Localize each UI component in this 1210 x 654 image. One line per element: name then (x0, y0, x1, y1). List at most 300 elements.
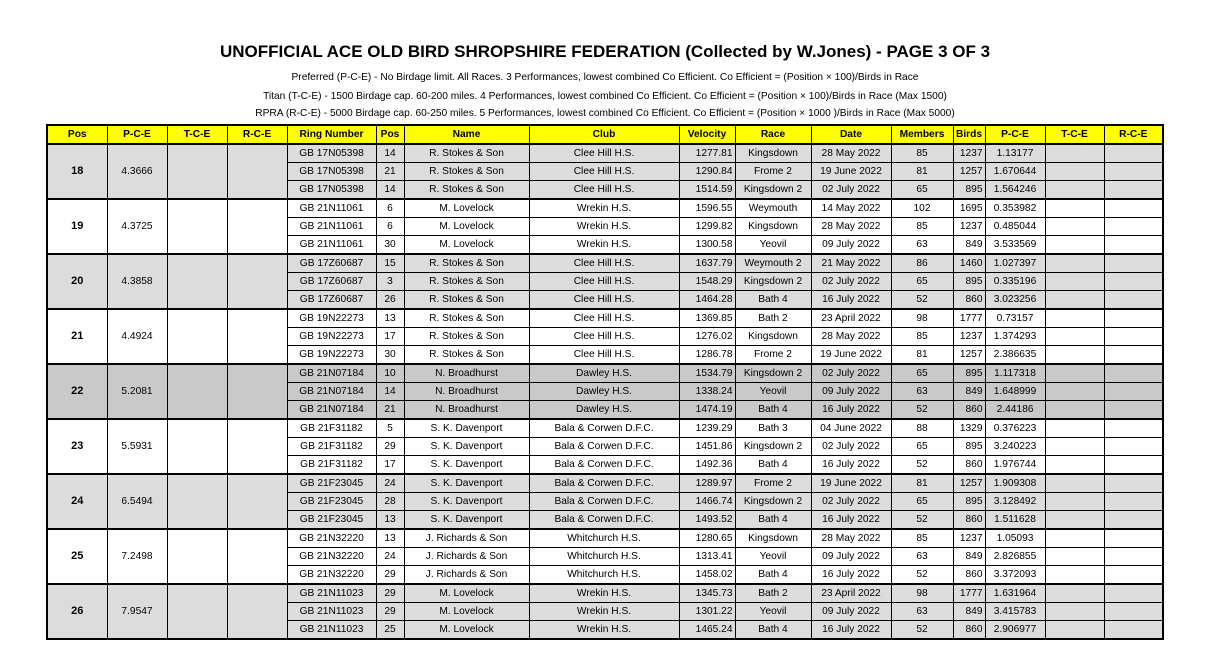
race-pos: 5 (376, 419, 404, 438)
velocity: 1492.36 (679, 456, 735, 475)
club: Dawley H.S. (529, 364, 679, 383)
overall-tce (167, 529, 227, 584)
rce (1104, 291, 1163, 310)
club: Wrekin H.S. (529, 199, 679, 218)
fancier-name: R. Stokes & Son (404, 181, 529, 200)
date: 09 July 2022 (811, 603, 891, 621)
fancier-name: S. K. Davenport (404, 511, 529, 530)
fancier-name: R. Stokes & Son (404, 291, 529, 310)
fancier-name: R. Stokes & Son (404, 144, 529, 163)
header-pos: Pos (47, 125, 107, 144)
fancier-name: S. K. Davenport (404, 493, 529, 511)
velocity: 1286.78 (679, 346, 735, 365)
club: Wrekin H.S. (529, 218, 679, 236)
club: Wrekin H.S. (529, 236, 679, 255)
rce (1104, 529, 1163, 548)
club: Clee Hill H.S. (529, 163, 679, 181)
race-pos: 24 (376, 474, 404, 493)
birds: 849 (953, 236, 985, 255)
velocity: 1277.81 (679, 144, 735, 163)
results-table (46, 124, 1164, 640)
members: 85 (891, 144, 953, 163)
rce (1104, 273, 1163, 291)
birds: 1237 (953, 218, 985, 236)
rce (1104, 493, 1163, 511)
overall-pos: 26 (47, 584, 107, 639)
velocity: 1596.55 (679, 199, 735, 218)
club: Wrekin H.S. (529, 584, 679, 603)
velocity: 1548.29 (679, 273, 735, 291)
members: 102 (891, 199, 953, 218)
club: Clee Hill H.S. (529, 291, 679, 310)
header-row-tce: T-C-E (1045, 125, 1104, 144)
date: 23 April 2022 (811, 584, 891, 603)
birds: 1237 (953, 144, 985, 163)
rce (1104, 199, 1163, 218)
birds: 860 (953, 401, 985, 420)
overall-rce (227, 254, 287, 309)
fancier-name: M. Lovelock (404, 621, 529, 640)
rce (1104, 328, 1163, 346)
ring-number: GB 21N32220 (287, 529, 376, 548)
velocity: 1300.58 (679, 236, 735, 255)
club: Wrekin H.S. (529, 621, 679, 640)
members: 65 (891, 181, 953, 200)
fancier-name: S. K. Davenport (404, 419, 529, 438)
club: Clee Hill H.S. (529, 181, 679, 200)
header-row-rce: R-C-E (1104, 125, 1163, 144)
date: 16 July 2022 (811, 456, 891, 475)
club: Clee Hill H.S. (529, 144, 679, 163)
overall-pce: 4.3725 (107, 199, 167, 254)
overall-pce: 4.4924 (107, 309, 167, 364)
ring-number: GB 21F23045 (287, 493, 376, 511)
tce (1045, 548, 1104, 566)
fancier-name: N. Broadhurst (404, 364, 529, 383)
fancier-name: N. Broadhurst (404, 401, 529, 420)
velocity: 1458.02 (679, 566, 735, 585)
overall-pos: 18 (47, 144, 107, 199)
ring-number: GB 21N11061 (287, 236, 376, 255)
velocity: 1290.84 (679, 163, 735, 181)
members: 63 (891, 603, 953, 621)
race-pos: 29 (376, 566, 404, 585)
pce: 2.826855 (985, 548, 1045, 566)
race: Kingsdown (735, 218, 811, 236)
members: 85 (891, 328, 953, 346)
ring-number: GB 21N11061 (287, 218, 376, 236)
velocity: 1534.79 (679, 364, 735, 383)
velocity: 1280.65 (679, 529, 735, 548)
race: Yeovil (735, 548, 811, 566)
club: Bala & Corwen D.F.C. (529, 474, 679, 493)
members: 88 (891, 419, 953, 438)
pce: 0.353982 (985, 199, 1045, 218)
overall-tce (167, 419, 227, 474)
overall-pos: 23 (47, 419, 107, 474)
velocity: 1239.29 (679, 419, 735, 438)
members: 65 (891, 438, 953, 456)
birds: 1257 (953, 346, 985, 365)
pce: 3.240223 (985, 438, 1045, 456)
header-row-pce: P-C-E (985, 125, 1045, 144)
tce (1045, 584, 1104, 603)
overall-tce (167, 144, 227, 199)
overall-rce (227, 529, 287, 584)
table-row (47, 584, 1163, 603)
overall-tce (167, 254, 227, 309)
rce (1104, 419, 1163, 438)
result-group (47, 254, 1163, 309)
members: 63 (891, 383, 953, 401)
fancier-name: R. Stokes & Son (404, 273, 529, 291)
rce (1104, 364, 1163, 383)
birds: 1237 (953, 529, 985, 548)
date: 04 June 2022 (811, 419, 891, 438)
race-pos: 30 (376, 236, 404, 255)
rce (1104, 163, 1163, 181)
ring-number: GB 21F31182 (287, 438, 376, 456)
rce (1104, 621, 1163, 640)
overall-rce (227, 199, 287, 254)
race-pos: 10 (376, 364, 404, 383)
table-row (47, 254, 1163, 273)
rce (1104, 401, 1163, 420)
overall-rce (227, 144, 287, 199)
result-group (47, 309, 1163, 364)
race: Kingsdown 2 (735, 438, 811, 456)
race-pos: 29 (376, 603, 404, 621)
rce (1104, 144, 1163, 163)
pce: 1.648999 (985, 383, 1045, 401)
race: Frome 2 (735, 163, 811, 181)
members: 52 (891, 621, 953, 640)
race-pos: 15 (376, 254, 404, 273)
overall-pos: 22 (47, 364, 107, 419)
club: Wrekin H.S. (529, 603, 679, 621)
overall-pce: 5.5931 (107, 419, 167, 474)
race-pos: 21 (376, 401, 404, 420)
rce (1104, 584, 1163, 603)
birds: 1460 (953, 254, 985, 273)
race-pos: 24 (376, 548, 404, 566)
page-title: UNOFFICIAL ACE OLD BIRD SHROPSHIRE FEDERATION (Collected by W.Jones) - PAGE 3 OF 3 (219, 42, 991, 61)
date: 21 May 2022 (811, 254, 891, 273)
race: Weymouth (735, 199, 811, 218)
fancier-name: R. Stokes & Son (404, 309, 529, 328)
header-birds: Birds (953, 125, 985, 144)
fancier-name: N. Broadhurst (404, 383, 529, 401)
race: Bath 4 (735, 621, 811, 640)
fancier-name: R. Stokes & Son (404, 254, 529, 273)
tce (1045, 328, 1104, 346)
members: 65 (891, 493, 953, 511)
fancier-name: S. K. Davenport (404, 456, 529, 475)
overall-pos: 25 (47, 529, 107, 584)
race-pos: 13 (376, 529, 404, 548)
race: Kingsdown (735, 144, 811, 163)
pce: 0.485044 (985, 218, 1045, 236)
overall-tce (167, 474, 227, 529)
pce: 1.909308 (985, 474, 1045, 493)
rpra-rule-note: RPRA (R-C-E) - 5000 Birdage cap. 60-250 miles. 5 Performances, lowest combined Co Efficient. Co Efficient = (Position × 1000 )/Birds in Race (Max 5000) (255, 108, 955, 119)
overall-pos: 19 (47, 199, 107, 254)
result-group (47, 584, 1163, 639)
birds: 895 (953, 181, 985, 200)
velocity: 1474.19 (679, 401, 735, 420)
velocity: 1313.41 (679, 548, 735, 566)
header-velocity: Velocity (679, 125, 735, 144)
header-race-pos: Pos (376, 125, 404, 144)
pce: 1.631964 (985, 584, 1045, 603)
overall-tce (167, 584, 227, 639)
tce (1045, 291, 1104, 310)
fancier-name: J. Richards & Son (404, 529, 529, 548)
pce: 3.533569 (985, 236, 1045, 255)
race-pos: 14 (376, 383, 404, 401)
date: 09 July 2022 (811, 383, 891, 401)
birds: 1695 (953, 199, 985, 218)
rce (1104, 548, 1163, 566)
rce (1104, 346, 1163, 365)
table-row (47, 474, 1163, 493)
race: Yeovil (735, 383, 811, 401)
tce (1045, 456, 1104, 475)
tce (1045, 511, 1104, 530)
race-pos: 14 (376, 144, 404, 163)
race: Weymouth 2 (735, 254, 811, 273)
date: 28 May 2022 (811, 328, 891, 346)
race: Kingsdown (735, 328, 811, 346)
date: 19 June 2022 (811, 346, 891, 365)
race: Kingsdown 2 (735, 364, 811, 383)
date: 02 July 2022 (811, 181, 891, 200)
tce (1045, 181, 1104, 200)
race-pos: 14 (376, 181, 404, 200)
birds: 895 (953, 364, 985, 383)
race: Bath 2 (735, 309, 811, 328)
club: Whitchurch H.S. (529, 566, 679, 585)
race: Bath 2 (735, 584, 811, 603)
birds: 1777 (953, 584, 985, 603)
header-club: Club (529, 125, 679, 144)
members: 63 (891, 548, 953, 566)
club: Clee Hill H.S. (529, 273, 679, 291)
birds: 849 (953, 548, 985, 566)
pce: 3.372093 (985, 566, 1045, 585)
race: Frome 2 (735, 346, 811, 365)
members: 52 (891, 291, 953, 310)
race-pos: 17 (376, 328, 404, 346)
velocity: 1289.97 (679, 474, 735, 493)
rce (1104, 254, 1163, 273)
birds: 860 (953, 621, 985, 640)
table-row (47, 309, 1163, 328)
tce (1045, 438, 1104, 456)
members: 86 (891, 254, 953, 273)
overall-tce (167, 364, 227, 419)
members: 81 (891, 163, 953, 181)
result-group (47, 144, 1163, 199)
overall-pce: 5.2081 (107, 364, 167, 419)
table-row (47, 419, 1163, 438)
race-pos: 30 (376, 346, 404, 365)
date: 23 April 2022 (811, 309, 891, 328)
club: Whitchurch H.S. (529, 529, 679, 548)
pce: 2.44186 (985, 401, 1045, 420)
result-group (47, 364, 1163, 419)
fancier-name: R. Stokes & Son (404, 346, 529, 365)
velocity: 1301.22 (679, 603, 735, 621)
table-row (47, 144, 1163, 163)
race: Bath 3 (735, 419, 811, 438)
date: 16 July 2022 (811, 401, 891, 420)
tce (1045, 218, 1104, 236)
ring-number: GB 19N22273 (287, 328, 376, 346)
overall-pce: 4.3858 (107, 254, 167, 309)
members: 81 (891, 346, 953, 365)
race-pos: 17 (376, 456, 404, 475)
race-pos: 6 (376, 218, 404, 236)
members: 98 (891, 309, 953, 328)
velocity: 1465.24 (679, 621, 735, 640)
members: 52 (891, 511, 953, 530)
race-pos: 21 (376, 163, 404, 181)
pce: 0.376223 (985, 419, 1045, 438)
fancier-name: R. Stokes & Son (404, 328, 529, 346)
result-group (47, 529, 1163, 584)
club: Bala & Corwen D.F.C. (529, 438, 679, 456)
velocity: 1299.82 (679, 218, 735, 236)
race: Bath 4 (735, 456, 811, 475)
rce (1104, 218, 1163, 236)
race-pos: 3 (376, 273, 404, 291)
club: Bala & Corwen D.F.C. (529, 419, 679, 438)
race: Kingsdown 2 (735, 493, 811, 511)
ring-number: GB 21N07184 (287, 383, 376, 401)
date: 28 May 2022 (811, 144, 891, 163)
rce (1104, 438, 1163, 456)
ring-number: GB 21N11023 (287, 584, 376, 603)
date: 28 May 2022 (811, 218, 891, 236)
velocity: 1338.24 (679, 383, 735, 401)
birds: 895 (953, 438, 985, 456)
preferred-rule-note: Preferred (P-C-E) - No Birdage limit. All Races. 3 Performances, lowest combined Co Efficient. Co Efficient = (Position × 100)/Birds in Race (291, 72, 919, 83)
tce (1045, 493, 1104, 511)
tce (1045, 621, 1104, 640)
rce (1104, 603, 1163, 621)
ring-number: GB 17Z60687 (287, 291, 376, 310)
date: 16 July 2022 (811, 291, 891, 310)
birds: 1257 (953, 163, 985, 181)
pce: 1.027397 (985, 254, 1045, 273)
overall-pce: 6.5494 (107, 474, 167, 529)
date: 02 July 2022 (811, 438, 891, 456)
birds: 849 (953, 383, 985, 401)
race: Yeovil (735, 603, 811, 621)
header-date: Date (811, 125, 891, 144)
date: 09 July 2022 (811, 548, 891, 566)
tce (1045, 364, 1104, 383)
fancier-name: M. Lovelock (404, 584, 529, 603)
table-row (47, 364, 1163, 383)
date: 16 July 2022 (811, 566, 891, 585)
race-pos: 26 (376, 291, 404, 310)
date: 28 May 2022 (811, 529, 891, 548)
pce: 2.386635 (985, 346, 1045, 365)
tce (1045, 529, 1104, 548)
race-pos: 6 (376, 199, 404, 218)
tce (1045, 254, 1104, 273)
members: 98 (891, 584, 953, 603)
race-pos: 13 (376, 511, 404, 530)
rce (1104, 511, 1163, 530)
tce (1045, 383, 1104, 401)
header-rce: R-C-E (227, 125, 287, 144)
ring-number: GB 17Z60687 (287, 273, 376, 291)
birds: 860 (953, 511, 985, 530)
ring-number: GB 17N05398 (287, 144, 376, 163)
overall-pce: 4.3666 (107, 144, 167, 199)
race-pos: 25 (376, 621, 404, 640)
overall-pos: 24 (47, 474, 107, 529)
club: Clee Hill H.S. (529, 309, 679, 328)
members: 52 (891, 456, 953, 475)
ring-number: GB 21F31182 (287, 456, 376, 475)
fancier-name: S. K. Davenport (404, 474, 529, 493)
header-race: Race (735, 125, 811, 144)
club: Clee Hill H.S. (529, 346, 679, 365)
tce (1045, 309, 1104, 328)
velocity: 1451.86 (679, 438, 735, 456)
birds: 895 (953, 493, 985, 511)
overall-tce (167, 199, 227, 254)
race: Frome 2 (735, 474, 811, 493)
tce (1045, 199, 1104, 218)
members: 52 (891, 566, 953, 585)
race: Bath 4 (735, 401, 811, 420)
overall-pce: 7.9547 (107, 584, 167, 639)
date: 02 July 2022 (811, 273, 891, 291)
birds: 1257 (953, 474, 985, 493)
club: Bala & Corwen D.F.C. (529, 456, 679, 475)
date: 02 July 2022 (811, 493, 891, 511)
overall-rce (227, 364, 287, 419)
race-pos: 29 (376, 438, 404, 456)
date: 14 May 2022 (811, 199, 891, 218)
race-pos: 29 (376, 584, 404, 603)
members: 52 (891, 401, 953, 420)
pce: 1.117318 (985, 364, 1045, 383)
club: Dawley H.S. (529, 401, 679, 420)
race: Bath 4 (735, 511, 811, 530)
header-name: Name (404, 125, 529, 144)
rce (1104, 383, 1163, 401)
date: 02 July 2022 (811, 364, 891, 383)
velocity: 1345.73 (679, 584, 735, 603)
overall-pos: 21 (47, 309, 107, 364)
members: 85 (891, 529, 953, 548)
result-group (47, 474, 1163, 529)
date: 16 July 2022 (811, 621, 891, 640)
tce (1045, 236, 1104, 255)
pce: 0.73157 (985, 309, 1045, 328)
overall-tce (167, 309, 227, 364)
pce: 3.023256 (985, 291, 1045, 310)
ring-number: GB 17Z60687 (287, 254, 376, 273)
club: Bala & Corwen D.F.C. (529, 511, 679, 530)
header-row (47, 125, 1163, 144)
